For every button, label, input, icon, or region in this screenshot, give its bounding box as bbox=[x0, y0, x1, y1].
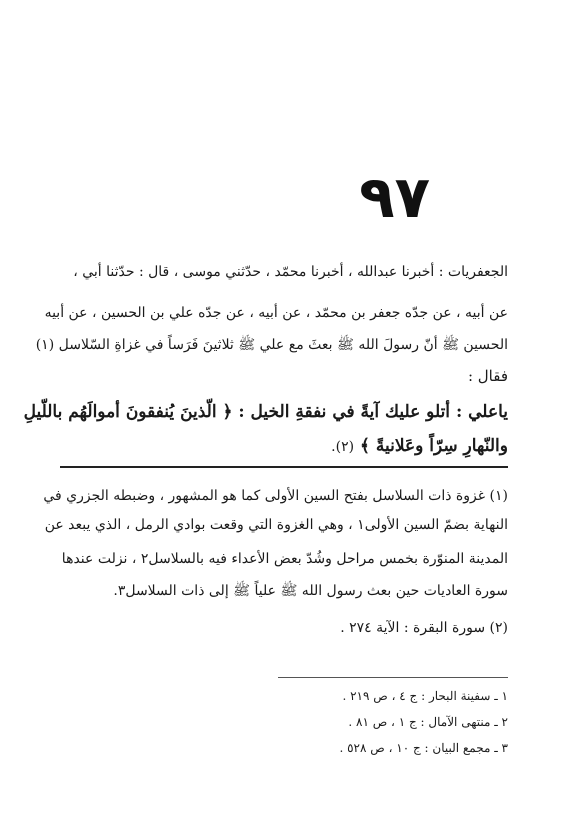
footnote-line-4: سورة العاديات حين بعث رسول الله ﷺ علياً ﷺ إلى ذات السلاسل٣. bbox=[113, 583, 508, 599]
source-line-3: ٣ ـ مجمع البيان : ج ١٠ ، ص ٥٢٨ . bbox=[339, 741, 508, 755]
isnad-line-1: الجعفريات : أخبرنا عبدالله ، أخبرنا محمّد ، حدّثني موسى ، قال : حدّثنا أبي ، bbox=[73, 264, 508, 280]
isnad-line-2: عن أبيه ، عن جدّه جعفر بن محمّد ، عن أبيه ، عن جدّه علي بن الحسين ، عن أبيه bbox=[44, 305, 508, 321]
footnote-divider bbox=[60, 466, 508, 468]
hadith-number: ٩٧ bbox=[359, 163, 430, 231]
sources-divider bbox=[278, 677, 508, 678]
source-line-1: ١ ـ سفينة البحار : ج ٤ ، ص ٢١٩ . bbox=[342, 689, 508, 703]
isnad-line-4: فقال : bbox=[467, 367, 508, 385]
footnote-ref-2: (٢). bbox=[331, 439, 355, 455]
matn-line-1: ياعلي : أتلو عليك آيةً في نفقةِ الخيل : ﴿ الّذينَ يُنفقونَ أموالَهُم باللّيلِ bbox=[23, 402, 508, 422]
source-line-2: ٢ ـ منتهى الآمال : ج ١ ، ص ٨١ . bbox=[348, 715, 508, 729]
footnote-line-2: النهاية بضمّ السين الأولى١ ، وهي الغزوة التي وقعت بوادي الرمل ، الذي يبعد عن bbox=[44, 517, 508, 533]
footnote-line-3: المدينة المنوّرة بخمس مراحل وشُدّ بعض الأعداء فيه بالسلاسل٢ ، نزلت عندها bbox=[61, 551, 508, 567]
matn-line-2-text: والنّهارِ سِرّاً وعَلانيةً ﴾ bbox=[359, 436, 508, 456]
matn-line-2 bbox=[58, 434, 508, 459]
footnote-line-5: (٢) سورة البقرة : الآية ٢٧٤ . bbox=[340, 620, 508, 636]
footnote-line-1: (١) غزوة ذات السلاسل بفتح السين الأولى كما هو المشهور ، وضبطه الجزري في bbox=[43, 488, 508, 504]
isnad-line-3: الحسين ﷺ أنّ رسولَ الله ﷺ بعثَ مع علي ﷺ ثلاثينَ فَرَساً في غزاةِ السّلاسل (١) bbox=[35, 337, 508, 353]
